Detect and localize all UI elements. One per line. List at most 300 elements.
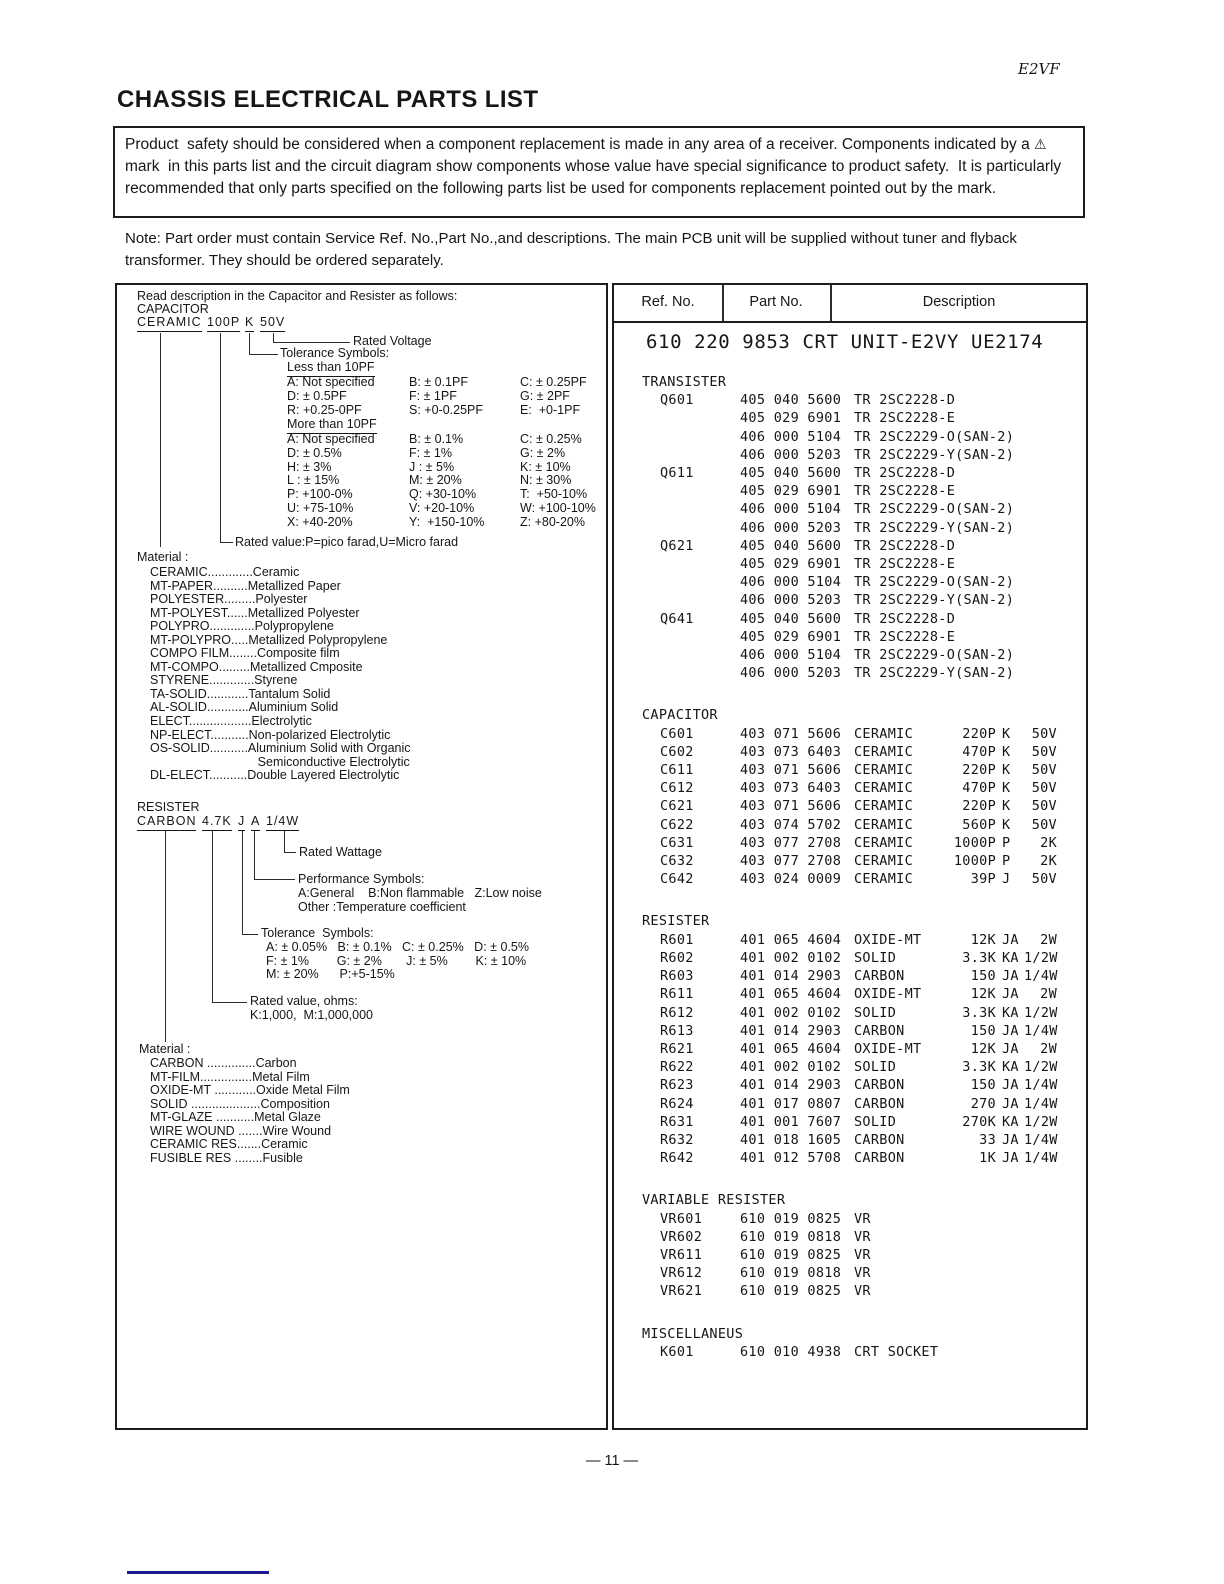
part-no-cell: 401 002 0102 <box>740 949 842 966</box>
part-no-cell: 401 018 1605 <box>740 1131 842 1148</box>
part-no-cell: 405 040 5600 <box>740 537 842 554</box>
description-cell: CRT SOCKET <box>854 1343 939 1360</box>
table-row <box>614 985 1086 1003</box>
cap-tolerance-table-more <box>287 433 596 530</box>
description-cell: TR 2SC2228-D <box>854 610 956 627</box>
rating-cell: 1/4W <box>1024 968 1058 985</box>
part-no-cell: 406 000 5104 <box>740 647 842 664</box>
description-cell: TR 2SC2229-O(SAN-2) <box>854 647 1015 664</box>
rating-cell: 50V <box>1031 725 1057 742</box>
tolerance-cell: C: ± 0.25% <box>520 432 582 446</box>
ref-no-cell: C621 <box>660 798 694 815</box>
ref-no-cell: R613 <box>660 1022 694 1039</box>
header-divider <box>830 285 832 321</box>
tolerance-cell: Z: +80-20% <box>520 514 585 529</box>
material-item: MT-PAPER..........Metallized Paper <box>150 578 341 593</box>
part-no-cell: 403 073 6403 <box>740 743 842 760</box>
col-header-part-no: Part No. <box>749 294 803 310</box>
rating-cell: 1/4W <box>1024 1150 1058 1167</box>
rating-cell: 2W <box>1040 986 1057 1003</box>
value-cell: 220P <box>962 798 996 815</box>
rating-cell: 50V <box>1031 816 1057 833</box>
description-cell: OXIDE-MT <box>854 931 922 948</box>
description-cell: CERAMIC <box>854 871 913 888</box>
table-row <box>614 816 1086 834</box>
rating-cell: 50V <box>1031 743 1057 760</box>
rating-cell: 1/2W <box>1024 1113 1058 1130</box>
table-row <box>614 610 1086 628</box>
more-than-10pf-label: More than 10PF <box>287 418 377 434</box>
value-cell: 3.3K <box>962 1004 996 1021</box>
tolerance-cell: R: +0.25-0PF <box>287 402 362 417</box>
part-no-cell: 610 019 0825 <box>740 1210 842 1227</box>
tree-line <box>212 831 213 1002</box>
value-cell: 1000P <box>953 834 996 851</box>
resistor-heading: RESISTER <box>137 800 200 814</box>
tolerance-cell: P: +100-0% <box>287 487 353 502</box>
material-item: ELECT..................Electrolytic <box>150 714 312 729</box>
capacitor-heading: CAPACITOR <box>137 302 209 316</box>
ref-no-cell <box>660 646 740 664</box>
cap-rated-value-label: Rated value:P=pico farad,U=Micro farad <box>235 535 459 549</box>
tolerance-cell: Y: +150-10% <box>409 514 485 529</box>
table-row <box>614 1113 1086 1131</box>
safety-text-before: Product safety should be considered when a component replacement is made in any area of a receiver. Components indicated by a <box>125 136 1035 153</box>
tolerance-line: F: ± 1% G: ± 2% J: ± 5% K: ± 10% <box>266 953 527 968</box>
tolerance-row <box>287 433 596 447</box>
value-cell: 33 <box>979 1131 996 1148</box>
legend-box <box>115 283 608 1430</box>
table-row <box>614 664 1086 682</box>
material-item: TA-SOLID............Tantalum Solid <box>150 686 331 701</box>
ref-no-cell: Q641 <box>660 610 694 627</box>
value-cell: 150 <box>970 968 996 985</box>
tree-line <box>212 1002 247 1003</box>
ref-no-cell: VR602 <box>660 1228 703 1245</box>
description-cell: TR 2SC2228-E <box>854 483 956 500</box>
ref-no-cell: VR611 <box>660 1246 703 1263</box>
value-cell: 12K <box>970 986 996 1003</box>
tolerance-cell: U: +75-10% <box>287 500 354 515</box>
ref-no-cell: R612 <box>660 1004 694 1021</box>
material-item: CERAMIC.............Ceramic <box>150 565 300 579</box>
description-cell: OXIDE-MT <box>854 1040 922 1057</box>
description-cell: SOLID <box>854 1113 897 1130</box>
cap-tolerance-table-less <box>287 376 587 417</box>
description-cell: TR 2SC2229-Y(SAN-2) <box>854 592 1015 609</box>
cap-token-material: CERAMIC <box>137 316 202 332</box>
res-material-label: Material : <box>139 1042 191 1056</box>
tolerance-cell: G: ± 2PF <box>520 388 570 403</box>
material-item: MT-COMPO.........Metallized Cmposite <box>150 659 363 674</box>
tolerance-cell: N: ± 30% <box>520 473 572 488</box>
tolerance-cell: K <box>1002 743 1011 760</box>
table-row <box>614 949 1086 967</box>
description-cell: CERAMIC <box>854 853 913 870</box>
table-row <box>614 1022 1086 1040</box>
part-no-cell: 403 077 2708 <box>740 834 842 851</box>
description-cell: CERAMIC <box>854 762 913 779</box>
rating-cell: 50V <box>1031 798 1057 815</box>
description-cell: SOLID <box>854 1004 897 1021</box>
table-row <box>614 1228 1086 1246</box>
tree-line <box>160 333 161 547</box>
tolerance-cell: B: ± 0.1% <box>409 432 464 446</box>
value-cell: 220P <box>962 725 996 742</box>
res-material-list <box>150 1057 350 1165</box>
table-row <box>614 852 1086 870</box>
ref-no-cell: VR612 <box>660 1265 703 1282</box>
tolerance-cell: B: ± 0.1PF <box>409 375 468 389</box>
table-row <box>614 573 1086 591</box>
material-item: MT-POLYPRO.....Metallized Polypropylene <box>150 632 388 647</box>
col-header-description: Description <box>922 294 996 310</box>
parts-section-title: TRANSISTER <box>642 374 727 390</box>
part-no-cell: 401 001 7607 <box>740 1113 842 1130</box>
description-cell: OXIDE-MT <box>854 986 922 1003</box>
table-row <box>614 931 1086 949</box>
tolerance-cell: X: +40-20% <box>287 514 353 529</box>
tolerance-line: M: ± 20% P:+5-15% <box>266 967 395 982</box>
ref-no-cell: C612 <box>660 780 694 797</box>
table-row <box>614 628 1086 646</box>
ref-no-cell: C631 <box>660 834 694 851</box>
ref-no-cell <box>660 482 740 500</box>
part-no-cell: 406 000 5203 <box>740 446 842 463</box>
ref-no-cell <box>660 628 740 646</box>
description-cell: CARBON <box>854 1077 905 1094</box>
part-no-cell: 401 065 4604 <box>740 931 842 948</box>
ref-no-cell: Q621 <box>660 537 694 554</box>
value-cell: 150 <box>970 1077 996 1094</box>
part-no-cell: 405 040 5600 <box>740 610 842 627</box>
material-item: CERAMIC RES.......Ceramic <box>150 1137 308 1152</box>
res-tolerance-lines <box>266 941 529 982</box>
table-row <box>614 1076 1086 1094</box>
description-cell: CARBON <box>854 968 905 985</box>
table-row <box>614 591 1086 609</box>
cap-material-list <box>150 566 411 783</box>
material-item: SOLID ....................Composition <box>150 1096 330 1111</box>
cap-token-voltage: 50V <box>260 316 285 332</box>
description-cell: SOLID <box>854 1059 897 1076</box>
tolerance-cell: KA <box>1002 1113 1019 1130</box>
res-token-material: CARBON <box>137 815 196 831</box>
table-row <box>614 391 1086 409</box>
description-cell: TR 2SC2228-E <box>854 556 956 573</box>
tree-line <box>249 333 250 354</box>
tolerance-cell: C: ± 0.25PF <box>520 375 587 389</box>
tolerance-row <box>287 447 596 461</box>
part-no-cell: 610 010 4938 <box>740 1343 842 1360</box>
table-row <box>614 519 1086 537</box>
tolerance-cell: J : ± 5% <box>409 459 455 474</box>
value-cell: 12K <box>970 1040 996 1057</box>
tolerance-cell: JA <box>1002 1131 1019 1148</box>
tolerance-cell: JA <box>1002 968 1019 985</box>
material-item: NP-ELECT...........Non-polarized Electrolytic <box>150 727 391 742</box>
ref-no-cell: R623 <box>660 1077 694 1094</box>
tolerance-cell: J <box>1002 871 1011 888</box>
description-cell: TR 2SC2229-Y(SAN-2) <box>854 446 1015 463</box>
res-token-performance: A <box>251 815 260 831</box>
tolerance-cell: A: Not specified <box>287 432 375 446</box>
ref-no-cell: C642 <box>660 871 694 888</box>
part-no-cell: 401 014 2903 <box>740 1077 842 1094</box>
description-cell: CARBON <box>854 1095 905 1112</box>
ref-no-cell: R601 <box>660 931 694 948</box>
tolerance-cell: E: +0-1PF <box>520 402 581 417</box>
material-item: DL-ELECT...........Double Layered Electrolytic <box>150 768 400 783</box>
tree-line <box>284 831 285 852</box>
part-no-cell: 401 014 2903 <box>740 1022 842 1039</box>
part-no-cell: 610 019 0825 <box>740 1246 842 1263</box>
tolerance-cell: K <box>1002 725 1011 742</box>
value-cell: 270 <box>970 1095 996 1112</box>
part-no-cell: 610 019 0818 <box>740 1228 842 1245</box>
description-cell: TR 2SC2229-Y(SAN-2) <box>854 665 1015 682</box>
part-no-cell: 405 029 6901 <box>740 556 842 573</box>
tolerance-cell: JA <box>1002 1077 1019 1094</box>
tolerance-cell: F: ± 1% <box>409 445 452 460</box>
tolerance-cell: JA <box>1002 1040 1019 1057</box>
table-row <box>614 1246 1086 1264</box>
description-cell: CARBON <box>854 1022 905 1039</box>
tree-line <box>254 831 255 879</box>
safety-notice-text <box>125 133 1075 200</box>
table-row <box>614 870 1086 888</box>
safety-text-after: mark in this parts list and the circuit diagram show components whose value have special significance to product safety. It is particularly recommended that only parts specified on the following parts list be used for components replacement pointed out by the mark. <box>125 136 1066 197</box>
res-rated-value-label: Rated value, ohms: <box>250 994 358 1008</box>
description-cell: TR 2SC2228-D <box>854 537 956 554</box>
part-no-cell: 405 040 5600 <box>740 392 842 409</box>
value-cell: 270K <box>962 1113 996 1130</box>
material-item: AL-SOLID............Aluminium Solid <box>150 700 339 715</box>
tolerance-cell: H: ± 3% <box>287 459 332 474</box>
ref-no-cell: K601 <box>660 1343 694 1360</box>
table-row <box>614 779 1086 797</box>
description-cell: CERAMIC <box>854 798 913 815</box>
description-cell: TR 2SC2228-D <box>854 465 956 482</box>
description-cell: CERAMIC <box>854 816 913 833</box>
parts-section-title: VARIABLE RESISTER <box>642 1192 786 1209</box>
ref-no-cell <box>660 591 740 609</box>
rating-cell: 1/4W <box>1024 1022 1058 1039</box>
table-row <box>614 555 1086 573</box>
value-cell: 470P <box>962 743 996 760</box>
table-row <box>614 646 1086 664</box>
tree-line <box>220 542 233 543</box>
tolerance-cell: JA <box>1002 1150 1019 1167</box>
rating-cell: 1/2W <box>1024 949 1058 966</box>
table-row <box>614 1282 1086 1300</box>
part-no-cell: 401 065 4604 <box>740 1040 842 1057</box>
ref-no-cell: VR621 <box>660 1283 703 1300</box>
value-cell: 1K <box>979 1150 996 1167</box>
tolerance-row <box>287 461 596 475</box>
rated-voltage-label: Rated Voltage <box>353 334 432 348</box>
table-row <box>614 743 1086 761</box>
part-no-cell: 406 000 5203 <box>740 665 842 682</box>
value-cell: 3.3K <box>962 949 996 966</box>
tolerance-cell: K <box>1002 816 1011 833</box>
ref-no-cell: R603 <box>660 968 694 985</box>
ref-no-cell: R624 <box>660 1095 694 1112</box>
part-no-cell: 401 065 4604 <box>740 986 842 1003</box>
tolerance-cell: A: Not specified <box>287 375 375 389</box>
header-divider <box>722 285 724 321</box>
part-no-cell: 403 071 5606 <box>740 762 842 779</box>
rating-cell: 1/2W <box>1024 1059 1058 1076</box>
res-token-value: 4.7K <box>202 815 232 831</box>
ref-no-cell: C611 <box>660 762 694 779</box>
material-item: MT-GLAZE ...........Metal Glaze <box>150 1110 321 1125</box>
parts-section-title: MISCELLANEUS <box>642 1325 744 1342</box>
table-row <box>614 967 1086 985</box>
ref-no-cell <box>660 446 740 464</box>
table-row <box>614 482 1086 500</box>
value-cell: 470P <box>962 780 996 797</box>
tree-line <box>242 831 243 934</box>
table-row <box>614 1058 1086 1076</box>
tolerance-row <box>287 516 596 530</box>
table-row <box>614 1004 1086 1022</box>
tolerance-cell: K: ± 10% <box>520 459 571 474</box>
description-cell: TR 2SC2229-O(SAN-2) <box>854 501 1015 518</box>
table-row <box>614 761 1086 779</box>
description-cell: TR 2SC2229-O(SAN-2) <box>854 428 1015 445</box>
value-cell: 3.3K <box>962 1059 996 1076</box>
part-no-cell: 405 029 6901 <box>740 628 842 645</box>
description-cell: VR <box>854 1246 871 1263</box>
safety-notice-box <box>113 126 1085 218</box>
tree-line <box>273 342 350 343</box>
part-no-cell: 403 024 0009 <box>740 871 842 888</box>
rating-cell: 2W <box>1040 1040 1057 1057</box>
description-cell: VR <box>854 1265 871 1282</box>
tree-line <box>249 354 278 355</box>
part-no-cell: 405 029 6901 <box>740 410 842 427</box>
description-cell: CERAMIC <box>854 834 913 851</box>
ref-no-cell: R642 <box>660 1150 694 1167</box>
less-than-10pf-label: Less than 10PF <box>287 361 375 377</box>
table-row <box>614 500 1086 518</box>
cap-token-value: 100P <box>207 316 240 332</box>
material-item: FUSIBLE RES ........Fusible <box>150 1150 303 1165</box>
ref-no-cell: R632 <box>660 1131 694 1148</box>
description-cell: TR 2SC2228-E <box>854 628 956 645</box>
ref-no-cell: R621 <box>660 1040 694 1057</box>
tolerance-cell: M: ± 20% <box>409 473 462 488</box>
table-row <box>614 1210 1086 1228</box>
res-rated-value-line: K:1,000, M:1,000,000 <box>250 1008 374 1022</box>
ref-no-cell: C601 <box>660 725 694 742</box>
part-no-cell: 406 000 5104 <box>740 428 842 445</box>
tolerance-cell: KA <box>1002 1059 1019 1076</box>
res-tolerance-label: Tolerance Symbols: <box>261 926 374 940</box>
performance-label: Performance Symbols: <box>298 872 425 886</box>
tolerance-cell: W: +100-10% <box>520 500 596 515</box>
value-cell: 150 <box>970 1022 996 1039</box>
tree-line <box>284 852 296 853</box>
table-row <box>614 1149 1086 1167</box>
material-item: Semiconductive Electrolytic <box>150 754 410 769</box>
value-cell: 1000P <box>953 853 996 870</box>
ref-no-cell <box>660 409 740 427</box>
value-cell: 220P <box>962 762 996 779</box>
ref-no-cell: R622 <box>660 1059 694 1076</box>
table-row <box>614 725 1086 743</box>
tolerance-row <box>287 488 596 502</box>
tolerance-cell: JA <box>1002 1095 1019 1112</box>
tolerance-row <box>287 376 587 390</box>
table-row <box>614 428 1086 446</box>
material-item: OXIDE-MT ............Oxide Metal Film <box>150 1083 350 1098</box>
tolerance-row <box>287 502 596 516</box>
cap-material-label: Material : <box>137 550 189 564</box>
tolerance-cell: L : ± 15% <box>287 473 340 488</box>
part-no-cell: 406 000 5104 <box>740 501 842 518</box>
description-cell: CERAMIC <box>854 725 913 742</box>
ref-no-cell: R611 <box>660 986 694 1003</box>
ref-no-cell: R602 <box>660 949 694 966</box>
table-row <box>614 409 1086 427</box>
material-item: WIRE WOUND .......Wire Wound <box>150 1123 332 1138</box>
rating-cell: 2K <box>1040 853 1057 870</box>
doc-code: E2VF <box>1018 60 1060 78</box>
part-no-cell: 401 012 5708 <box>740 1150 842 1167</box>
description-cell: CERAMIC <box>854 780 913 797</box>
part-no-cell: 401 017 0807 <box>740 1095 842 1112</box>
description-cell: TR 2SC2229-Y(SAN-2) <box>854 519 1015 536</box>
tree-line <box>273 333 274 342</box>
ref-no-cell: Q601 <box>660 392 694 409</box>
tolerance-cell: KA <box>1002 1004 1019 1021</box>
part-no-cell: 405 040 5600 <box>740 465 842 482</box>
performance-line1: A:General B:Non flammable Z:Low noise <box>298 886 542 900</box>
parts-list <box>614 373 1086 1361</box>
cap-tolerance-label: Tolerance Symbols: <box>280 346 390 360</box>
tolerance-cell: F: ± 1PF <box>409 388 457 403</box>
part-no-cell: 403 074 5702 <box>740 816 842 833</box>
tolerance-cell: JA <box>1002 1022 1019 1039</box>
ref-no-cell <box>660 428 740 446</box>
tolerance-cell: K <box>1002 780 1011 797</box>
tolerance-cell: D: ± 0.5PF <box>287 388 347 403</box>
ref-no-cell: C632 <box>660 853 694 870</box>
table-row <box>614 1343 1086 1361</box>
tolerance-cell: JA <box>1002 986 1019 1003</box>
rating-cell: 50V <box>1031 762 1057 779</box>
tree-line <box>220 333 221 542</box>
part-no-cell: 406 000 5203 <box>740 519 842 536</box>
ref-no-cell <box>660 500 740 518</box>
page-number: — 11 — <box>585 1453 639 1469</box>
res-token-tolerance: J <box>238 815 245 831</box>
parts-table-box <box>612 283 1088 1430</box>
table-row <box>614 1131 1086 1149</box>
part-no-cell: 401 002 0102 <box>740 1059 842 1076</box>
material-item: POLYESTER.........Polyester <box>150 592 308 607</box>
legend-intro: Read description in the Capacitor and Resister as follows: <box>137 289 458 303</box>
part-no-cell: 403 077 2708 <box>740 853 842 870</box>
value-cell: 12K <box>970 931 996 948</box>
part-no-cell: 403 071 5606 <box>740 798 842 815</box>
material-item: MT-FILM...............Metal Film <box>150 1069 310 1084</box>
tolerance-cell: S: +0-0.25PF <box>409 402 483 417</box>
tree-line <box>242 934 258 935</box>
table-row <box>614 464 1086 482</box>
